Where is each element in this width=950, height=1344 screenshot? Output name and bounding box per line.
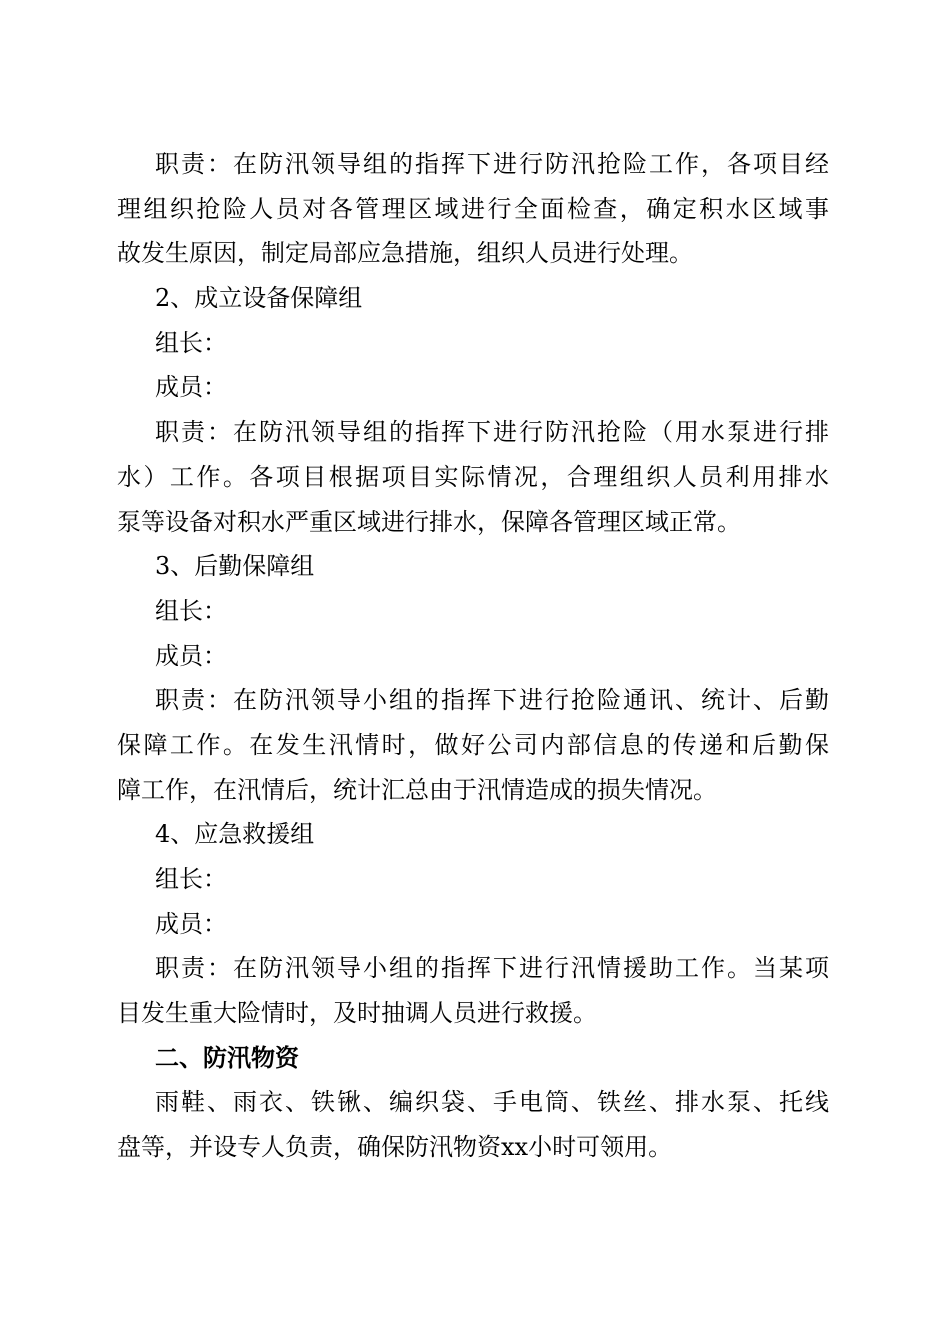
group-4-title: 4、应急救援组: [155, 820, 315, 849]
group-4-duty-line: 职责：在防汛领导小组的指挥下进行汛情援助工作。当某项: [155, 954, 829, 983]
materials-line: 盘等，并设专人负责，确保防汛物资xx小时可领用。: [117, 1133, 673, 1162]
group-1-duty-line: 理组织抢险人员对各管理区域进行全面检查，确定积水区域事: [117, 194, 829, 223]
group-3-duty-line: 职责：在防汛领导小组的指挥下进行抢险通讯、统计、后勤: [155, 686, 829, 715]
group-4-leader: 组长：: [155, 865, 227, 893]
group-3-title: 3、后勤保障组: [155, 552, 315, 581]
group-1-duty-line: 职责：在防汛领导组的指挥下进行防汛抢险工作，各项目经: [155, 150, 829, 178]
group-4-duty-line: 目发生重大险情时，及时抽调人员进行救援。: [117, 999, 597, 1028]
group-2-members: 成员：: [155, 373, 227, 402]
group-2-duty-line: 泵等设备对积水严重区域进行排水，保障各管理区域正常。: [117, 507, 741, 536]
section-heading: 二、防汛物资: [155, 1043, 299, 1072]
group-2-title: 2、成立设备保障组: [155, 284, 363, 313]
materials-line: 雨鞋、雨衣、铁锹、编织袋、手电筒、铁丝、排水泵、托线: [155, 1088, 829, 1117]
group-3-duty-line: 保障工作。在发生汛情时，做好公司内部信息的传递和后勤保: [117, 730, 829, 759]
group-3-members: 成员：: [155, 641, 227, 670]
group-2-duty-line: 职责：在防汛领导组的指挥下进行防汛抢险（用水泵进行排: [155, 418, 829, 447]
group-4-members: 成员：: [155, 909, 227, 938]
group-3-duty-line: 障工作，在汛情后，统计汇总由于汛情造成的损失情况。: [117, 775, 717, 804]
document-body: [117, 142, 829, 1170]
group-2-leader: 组长：: [155, 328, 227, 357]
group-3-leader: 组长：: [155, 596, 227, 625]
group-2-duty-line: 水）工作。各项目根据项目实际情况，合理组织人员利用排水: [117, 462, 829, 491]
group-1-duty-line: 故发生原因，制定局部应急措施，组织人员进行处理。: [117, 239, 693, 268]
